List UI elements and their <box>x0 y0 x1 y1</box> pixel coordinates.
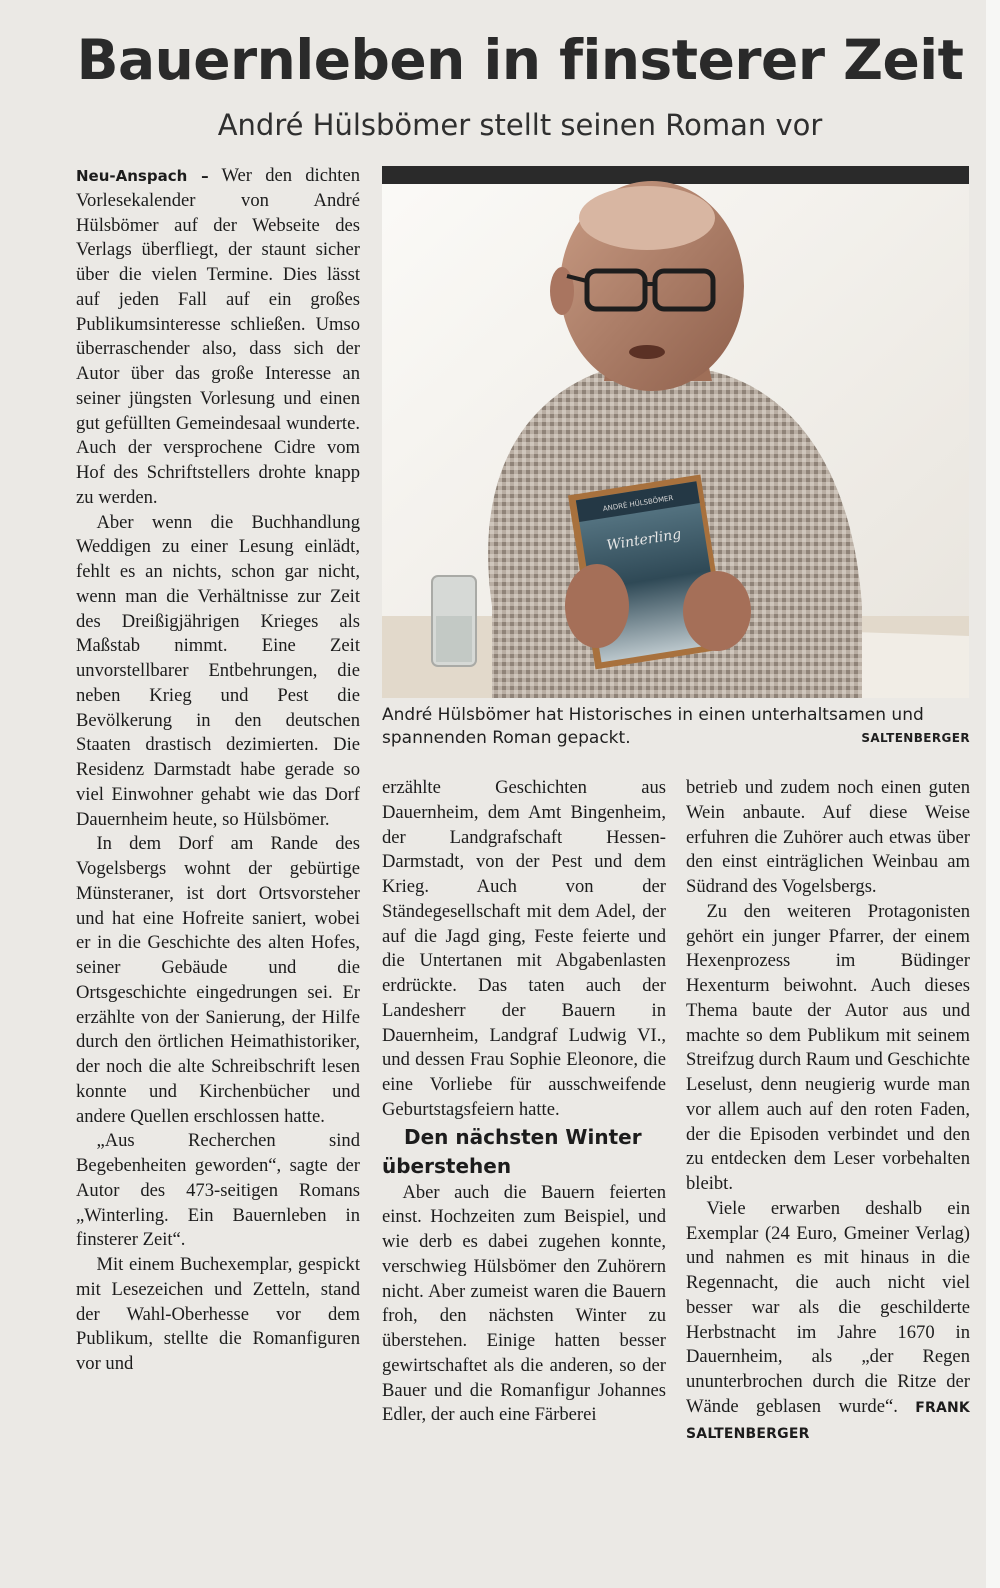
paragraph <box>76 164 360 511</box>
photo-author-with-book <box>382 166 969 698</box>
paragraph-text: Viele erwarben deshalb ein Exemplar (24 Euro, Gmeiner Verlag) und nahmen es mit hinaus in die Regennacht, die auch nicht viel besser war als die geschilderte Herbstnacht im Jahre 1670 in Dauernheim, als „der Regen ununterbrochen durch die Ritze der Wände geblasen wurde“. <box>686 1197 970 1417</box>
paragraph <box>686 1197 970 1447</box>
byline: FRANK SALTENBERGER <box>686 1399 970 1442</box>
book-cover-title: Winterling <box>605 526 683 554</box>
photo-caption: André Hülsbömer hat Historisches in einen unterhaltsamen und spannenden Roman gepackt. <box>382 705 924 748</box>
headline: Bauernleben in finsterer Zeit <box>76 28 964 92</box>
paragraph: Aber auch die Bauern feierten einst. Hochzeiten zum Beispiel, und wie derb es dabei zugehen konnte, verschwieg Hülsbömer den Zuhörern nicht. Aber zumeist waren die Bauern froh, den nächsten Winter zu überstehen. Einige hatten besser gewirtschaftet als die anderen, so der Bauer und die Romanfigur Johannes Edler, der auch eine Färberei <box>382 1181 666 1426</box>
photo-caption-block <box>382 704 970 750</box>
book-cover-author: ANDRÉ HÜLSBÖMER <box>602 494 674 514</box>
article-column-2 <box>382 776 666 1428</box>
paragraph: erzählte Geschichten aus Dauernheim, dem Amt Bingenheim, der Landgrafschaft Hessen-Darmstadt, von der Pest und dem Krieg. Auch von der Ständegesellschaft mit dem Adel, der auf die Jagd ging, Feste feierte und die Untertanen mit Abgabenlasten erdrückte. Das taten auch der Landesherr der Bauern in Dauernheim, Landgraf Ludwig VI., und dessen Frau Sophie Eleonore, die eine Vorliebe für ausschweifende Geburtstagsfeiern hatte. <box>382 777 666 1120</box>
paragraph: betrieb und zudem noch einen guten Wein anbaute. Auf diese Weise erfuhren die Zuhörer auch etwas über den einst einträglichen Weinbau am Südrand des Vogelsbergs. <box>686 777 970 897</box>
article-column-3 <box>686 776 970 1446</box>
paragraph: „Aus Recherchen sind Begebenheiten geworden“, sagte der Autor des 473-seitigen Romans „Winterling. Ein Bauernleben in finsterer Zeit“. <box>76 1130 360 1251</box>
dateline: Neu-Anspach – <box>76 167 209 185</box>
paragraph: Aber wenn die Buchhandlung Weddigen zu einer Lesung einlädt, fehlt es an nichts, schon gar nicht, wenn man die Verhältnisse zur Zeit des Dreißigjährigen Krieges als Maßstab nimmt. Eine Zeit unvorstellbarer Entbehrungen, die neben Krieg und Pest die Bevölkerung in den deutschen Staaten drastisch dezimierten. Die Residenz Darmstadt habe gerade so viel Einwohner gehabt wie das Dorf Dauernheim heute, so Hülsbömer. <box>76 511 360 830</box>
subheadline: André Hülsbömer stellt seinen Roman vor <box>217 108 823 142</box>
photo-credit: SALTENBERGER <box>861 731 970 745</box>
paragraph: Zu den weiteren Protagonisten gehört ein junger Pfarrer, der einem Hexenprozess im Büdinger Hexenturm beiwohnt. Auch dieses Thema baute der Autor aus und machte so dem Publikum mit seinem Streifzug durch Raum und Geschichte Leselust, denn neugierig wurde man vor allem auch auf den roten Faden, der die Episoden verbindet und den zu entdecken dem Leser vorbehalten bleibt. <box>686 900 970 1194</box>
article-column-1 <box>76 164 360 1377</box>
article-photo <box>382 166 969 698</box>
page-edge <box>986 0 1000 1588</box>
subheading: Den nächsten Winter überstehen <box>382 1124 642 1178</box>
paragraph: Mit einem Buchexemplar, gespickt mit Lesezeichen und Zetteln, stand der Wahl-Oberhesse vor dem Publikum, stellte die Romanfiguren vor und <box>76 1254 360 1374</box>
paragraph: In dem Dorf am Rande des Vogelsbergs wohnt der gebürtige Münsteraner, ist dort Ortsvorsteher und hat eine Hofreite saniert, wobei er in die Geschichte des alten Hofes, seiner Gebäude und die Ortsgeschichte eingedrungen sei. Er erzählte von der Sanierung, der Hilfe durch den örtlichen Heimathistoriker, der noch die alte Schreibschrift lesen konnte und Kirchenbücher und andere Quellen erschlossen hatte. <box>76 833 360 1127</box>
paragraph-text: Wer den dichten Vorlesekalender von André Hülsbömer auf der Webseite des Verlags überfliegt, der staunt sicher über die vielen Termine. Dies lässt auf jeden Fall auf ein großes Publikumsinteresse schließen. Umso überraschender also, dass sich der Autor über das große Interesse an seiner jüngsten Vorlesung und einen gut gefüllten Gemeindesaal wunderte. Auch der versprochene Cidre vom Hof des Schriftstellers drohte knapp zu werden. <box>76 165 360 508</box>
